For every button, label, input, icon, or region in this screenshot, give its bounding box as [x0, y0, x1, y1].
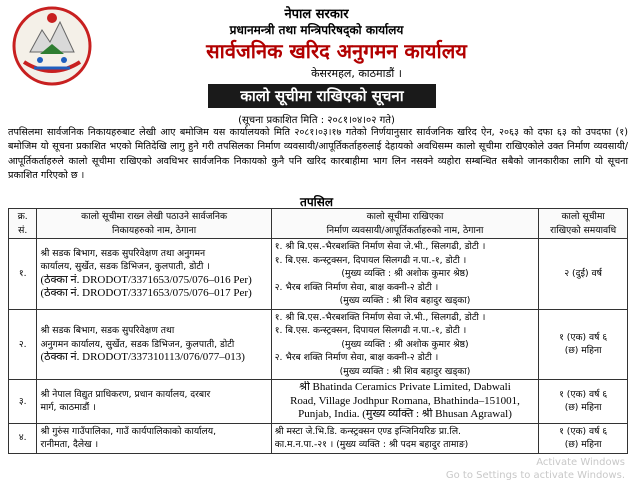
contractor-line: २. भैरब शक्ति निर्माण सेवा, बाक्ष कक्नी-२ डोटी । — [274, 281, 439, 293]
contractor-cell — [271, 309, 539, 380]
government-name: नेपाल सरकार — [284, 7, 349, 22]
header-line: सं. — [18, 224, 28, 236]
header-line: निकायहरुको नाम, ठेगाना — [112, 224, 197, 236]
notice-banner: कालो सूचीमा राखिएको सूचना — [208, 84, 436, 108]
agency-cell — [37, 423, 271, 453]
period-line: (छ) महिना — [564, 402, 602, 414]
activation-watermark — [446, 456, 625, 482]
contractor-line: (मुख्य व्यक्ति : श्री अशोक कुमार श्रेष्ठ) — [341, 268, 469, 279]
office-address: केसरमहल, काठमाडौं । — [311, 67, 402, 80]
agency-line: कार्यालय, सुर्खेत, सडक डिभिजन, कुलपाती, डोटी । — [40, 261, 210, 273]
table-header-row — [9, 209, 628, 239]
contractor-line: १. बि.एस. कन्स्ट्रक्सन, दिपायल सिलगढी न.पा.-१, डोटी । — [274, 325, 467, 336]
period-line: २ (दुई) वर्ष — [564, 268, 602, 279]
page-title: सार्वजनिक खरिद अनुगमन कार्यालय — [206, 39, 467, 63]
table-row — [9, 309, 628, 380]
period-line: १ (एक) वर्ष ६ — [559, 388, 608, 400]
agency-line: श्री नेपाल विद्युत प्राधिकरण, प्रधान कार्यालय, दरबार — [40, 388, 211, 400]
contractor-line: १. श्री बि.एस.-भैरबशक्ति निर्माण सेवा जे.भी., सिलगढी, डोटी । — [274, 241, 486, 252]
office-name: प्रधानमन्त्री तथा मन्त्रिपरिषद्‌को कार्यालय — [229, 23, 404, 37]
period-line: १ (एक) वर्ष ६ — [559, 331, 608, 343]
watermark-line: Go to Settings to activate Windows. — [445, 470, 625, 481]
agency-line: रानीमता, दैलेख । — [40, 439, 99, 450]
contractor-cell — [271, 423, 539, 453]
contractor-cell — [271, 239, 539, 310]
agency-cell — [37, 380, 271, 424]
contractor-line: (मुख्य व्यक्ति : श्री शिव बहादुर खड्का) — [339, 295, 471, 306]
contractor-line: Punjab, India. (मुख्य व्यक्ति : श्री Bhusan Agrawal) — [298, 408, 512, 420]
schedule-heading: तपसिल — [299, 195, 333, 209]
header-serial — [9, 209, 37, 239]
period-cell — [539, 380, 628, 424]
agency-cell — [37, 239, 271, 310]
agency-line: (ठेक्का नं. DRODOT/3371653/075/076–017 Per) — [40, 287, 252, 300]
period-line: १ (एक) वर्ष ६ — [559, 425, 608, 437]
serial-cell: २. — [9, 309, 37, 380]
contractor-line: Road, Village Jodhpur Romana, Bhathinda–151001, — [290, 394, 520, 407]
header-contractor — [271, 209, 539, 239]
agency-line: श्री सडक बिभाग, सडक सुपरिवेक्षण तथा — [40, 325, 175, 336]
agency-line: (ठेक्का नं. DRODOT/3371653/075/076–016 Per) — [40, 273, 252, 286]
contractor-line: १. बि.एस. कन्स्ट्रक्सन, दिपायल सिलगढी न.पा.-१, डोटी । — [274, 254, 467, 266]
contractor-line: (मुख्य व्यक्ति : श्री अशोक कुमार श्रेष्ठ) — [341, 338, 469, 350]
watermark-line: Activate Windows — [536, 457, 625, 468]
period-line: (छ) महिना — [564, 439, 602, 450]
header-line: राखिएको समयावधि — [550, 224, 617, 236]
period-cell — [539, 423, 628, 453]
contractor-line: का.म.न.पा.-२१ । (मुख्य व्यक्ति : श्री पदम बहादुर तामाङ) — [274, 439, 469, 450]
header-line: कालो सूचीमा राखिएका — [366, 211, 444, 222]
header-line: कालो सूचीमा — [561, 211, 605, 222]
serial-cell: ४. — [9, 423, 37, 453]
blacklist-table — [8, 208, 628, 454]
header-line: क्र. — [17, 211, 28, 222]
contractor-line: श्री Bhatinda Ceramics Private Limited, Dabwali — [299, 381, 511, 393]
header-line: कालो सूचीमा राख्न लेखी पठाउने सार्वजनिक — [81, 211, 228, 222]
contractor-line: २. भैरब शक्ति निर्माण सेवा, बाक्ष कक्नी-२ डोटी । — [274, 352, 439, 363]
header-period — [539, 209, 628, 239]
agency-cell — [37, 309, 271, 380]
table-row — [9, 239, 628, 310]
agency-line: श्री गुरुंस गाउँपालिका, गाउँ कार्यपालिकाको कार्यालय, — [40, 425, 217, 437]
contractor-line: १. श्री बि.एस.-भैरबशक्ति निर्माण सेवा जे.भी., सिलगढी, डोटी । — [274, 311, 486, 323]
period-cell — [539, 309, 628, 380]
contractor-cell — [271, 380, 539, 424]
agency-line: श्री सडक बिभाग, सडक सुपरिवेक्षण तथा अनुगमन — [40, 247, 206, 259]
contractor-line: श्री मस्टा जे.भि.डि. कन्स्ट्रक्सन एण्ड इन्जिनियरिङ प्रा.लि. — [274, 425, 461, 437]
agency-line: अनुगमन कार्यालय, सुर्खेत, सडक डिभिजन, कुलपाती, डोटी — [40, 338, 235, 350]
agency-line: (ठेक्का नं. DRODOT/337310113/076/077–013) — [40, 351, 245, 363]
notice-paragraph: तपसिलमा सार्वजनिक निकायहरुबाट लेखी आए बमोजिम यस कार्यालयको मिति २०८१।०३।१७ गतेको निर्णयानुसार सार्वजनिक खरिद ऐन, २०६३ को दफा ६३ को उपदफा (१) बमोजिम यो सूचना प्रकाशित भएको मितिदेखि लागु हुने गरी तपसिलका निर्माण व्यवसायी/आपूर्तिकर्ताहरुलाई देहायको अवधिसम्म कालो सूचीमा राखिएकोले उक्त निर्माण व्यवसायी/आपूर्तिकर्ताहरुले कालो सूचीमा राखिएको अवधिभर सार्वजनिक निकायको कुनै पनि खरिद कारबाहीमा भाग लिन नसक्ने व्यहोरा सम्बन्धित सबैको जानकारीका लागि यो सूचना प्रकाशित गरिएको छ । — [8, 127, 628, 182]
table-row — [9, 380, 628, 424]
serial-cell: ३. — [9, 380, 37, 424]
publication-date: (सूचना प्रकाशित मिति : २०८१।०४।०२ गते) — [238, 115, 395, 126]
header-agency — [37, 209, 271, 239]
contractor-line: (मुख्य व्यक्ति : श्री शिव बहादुर खड्का) — [339, 365, 471, 377]
table-row — [9, 423, 628, 453]
agency-line: मार्ग, काठमाडौं । — [40, 402, 96, 414]
period-cell — [539, 239, 628, 310]
header-line: निर्माण व्यवसायी/आपूर्तिकर्ताहरुको नाम, ठेगाना — [326, 224, 484, 236]
period-line: (छ) महिना — [564, 345, 602, 357]
serial-cell: १. — [9, 239, 37, 310]
